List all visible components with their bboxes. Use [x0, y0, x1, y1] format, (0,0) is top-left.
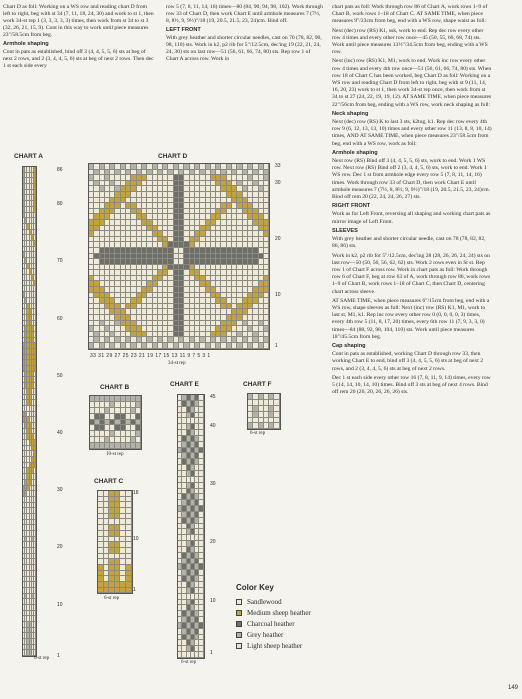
color-swatch [236, 610, 242, 616]
chart-c-repeat-label: 6-st rep [104, 596, 120, 601]
row-number: 70 [57, 258, 63, 265]
row-number: 45 [210, 394, 216, 400]
chart-f-label: CHART F [243, 381, 272, 388]
chart-b-label: CHART B [100, 384, 130, 391]
chart-a-grid [22, 166, 37, 657]
sleeves-heading: SLEEVES [332, 227, 358, 234]
row-number: 30 [210, 481, 216, 488]
chart-c-grid [97, 490, 133, 594]
color-key-label: Sandlewood [247, 597, 282, 606]
row-number: 33 [275, 163, 281, 169]
row-number: 20 [275, 236, 281, 243]
color-key [236, 583, 311, 651]
row-number: 1 [57, 653, 60, 659]
color-key-item [236, 607, 311, 618]
neck-shaping-heading: Neck shaping [332, 110, 369, 117]
chart-a-repeat-label: 6-st rep [34, 656, 50, 661]
color-key-label: Light sheep heather [247, 641, 303, 650]
armhole-shaping-heading: Armhole shaping [332, 149, 378, 156]
chart-d-repeat-label: 34-st rep [168, 361, 186, 366]
row-number: 20 [57, 544, 63, 551]
row-number: 10 [133, 535, 139, 542]
row-number: 10 [210, 597, 216, 604]
color-swatch [236, 632, 242, 638]
chart-a-label: CHART A [14, 153, 44, 160]
chart-d-label: CHART D [158, 153, 188, 160]
row-number: 40 [210, 423, 216, 430]
chart-cell [199, 652, 203, 658]
color-swatch [236, 599, 242, 605]
row-number: 60 [57, 315, 63, 322]
chart-d-grid [88, 163, 270, 350]
chart-f-grid [247, 393, 281, 430]
instructions-p4: Next (dec) row (RS) K to last 3 sts, k2tog, k1. Rep dec row every 4th row 9 (6, 12, 13, 13, 10) times and every other row 11 (13, 8, 8, 10, 14) times, AND AT SAME TIME, when piece measures 23"/58.5cm from beg, end with a WS row, work as foll: [332, 119, 492, 147]
armhole-heading: Armhole shaping [3, 41, 49, 47]
left-front-heading: LEFT FRONT [166, 27, 201, 33]
row-number: 30 [275, 179, 281, 186]
chart-b-grid [89, 395, 142, 450]
back-continued-text: row 5 (7, 8, 11, 14, 16) times—80 (84, 90, 94, 98, 102). Work through row 33 of Chart D, then work Chart E until armhole measures 7 (7½, 8, 8½, 9, 9½)"/18 (19, 20.5, 21.5, 23, 24)cm. Bind off. [166, 4, 323, 24]
row-number: 40 [57, 430, 63, 436]
color-key-item [236, 640, 311, 651]
instructions-p2: Next (dec) row (RS) K1, ssk, work to end. Rep dec row every other row 4 times and every other row once—45 (50, 55, 60, 68, 74) sts. Work until piece measures 13½"/34.5cm from beg, ending with a WS row. [332, 27, 488, 56]
row-number: 10 [57, 601, 63, 608]
chart-cell [126, 588, 132, 594]
row-number: 1 [210, 650, 213, 656]
chart-cell [274, 423, 279, 429]
row-number: 1 [133, 587, 136, 593]
row-number: 18 [133, 490, 139, 496]
left-front-text: With grey heather and shorter circular needles, cast on 70 (78, 82, 90, 98, 110) sts. Work in k2, p2 rib for 5"/12.5cm, dec'ing 19 (22, 21, 24, 24, 30) sts on last row—51 (56, 61, 66, 74, 80) sts. Rep row 1 of Chart A across row. Work in [166, 35, 322, 62]
instructions-p5: Next row (RS) Bind off 3 (4, 4, 5, 5, 6) sts, work to end. Work 1 WS row. Next row (RS) Bind off 2 (3, 4, 4, 5, 6) sts, work to end. Work 1 WS row. Dec 1 st from armhole edge every row 5 (7, 8, 11, 14, 16) times. Work through row 33 of Chart D, then work Chart E until armhole measures 7 (7½, 8, 8½, 9, 9½)"/18 (19, 20.5, 21.5, 23, 24)cm. Bind off rem 20 (22, 24, 24, 26, 27) sts. [332, 158, 490, 201]
right-front-heading: RIGHT FRONT [332, 203, 371, 210]
chart-d-stitch-numbers: 33 31 29 27 25 23 21 19 17 15 13 11 9 7 5 3 1 [90, 353, 211, 359]
chart-e-grid [177, 394, 205, 659]
chart-e-label: CHART E [170, 381, 199, 388]
row-number: 20 [210, 539, 216, 546]
instructions-p1: chart pats as foll: Work through row 86 of Chart A, work rows 1–9 of Chart B, work rows 1–18 of Chart C. AT SAME TIME, when piece measures 9"/23cm from beg, end with a WS row, shape waist as foll: [332, 4, 488, 25]
color-key-label: Grey heather [247, 630, 284, 639]
chart-d-intro: Chart D as foll: Working on a WS row and reading chart D from left to right, beg with st 34 (7, 11, 18, 24, 30) and work to st 1, then work 34-st rep 1 (3, 3, 3, 3, 3) times, then work from st 34 to st 3 (32, 26, 21, 15, 9). Cont in this way to work until piece measures 23"/58.5cm from beg. [3, 4, 154, 38]
instructions-p11: Dec 1 st each side every other row 16 (7, 8, 11, 9, 14) times, every row 5 (14, 14, 10, 14, 10) times. Bind off 3 sts at beg of next 4 rows. Bind off rem 20 (20, 20, 26, 26, 26) sts. [332, 374, 491, 396]
page-number: 149 [507, 685, 518, 691]
color-key-item [236, 596, 311, 607]
instructions-p3: Next (inc) row (RS) K1, M1, work to end. Work inc row every other row 4 times and every 4th row once—51 (56, 61, 66, 74, 80) sts. When row 18 of Chart C has been worked, beg Chart D as foll: Working on a WS row and reading Chart D from left to right, beg with st 9 (11, 14, 16, 20, 23) work to st 1, then work 34-st rep once, then work from st 34 to st 27 (24, 22, 19, 19, 12). AT SAME TIME, when piece measures 22"/56cm from beg, ending with a WS row, work neck shaping as foll: [332, 58, 492, 108]
chart-cell [136, 443, 141, 449]
row-number: 80 [57, 201, 63, 208]
row-number: 1 [275, 343, 278, 349]
right-text-column [332, 4, 492, 398]
instructions-p7: With grey heather and shorter circular needle, cast on 78 (78, 82, 82, 86, 86) sts. [332, 236, 486, 250]
chart-cell [264, 343, 269, 349]
cap-shaping-heading: Cap shaping [332, 342, 366, 349]
color-key-label: Charcoal heather [247, 619, 295, 628]
color-key-item [236, 629, 311, 640]
instructions-p10: Cont in pats as established, working Chart D through row 33, then working Chart E to end, bind off 3 (4, 4, 5, 5, 6) sts at beg of next 2 rows, and 2 (3, 4, 4, 5, 6) sts at beg of next 2 rows. [332, 351, 484, 372]
color-key-title: Color Key [236, 583, 274, 592]
chart-c-label: CHART C [94, 478, 124, 485]
row-number: 10 [275, 292, 281, 299]
chart-f-repeat-label: 6-st rep [250, 431, 266, 436]
instructions-p8: Work in k2, p2 rib for 5"/12.5cm, dec'ing 28 (28, 26, 26, 24, 24) sts on last row—50 (50, 56, 56, 62, 62) sts. Work 2 rows even in St st. Rep row 1 of Chart F across row. Work in chart pats as foll: Work through row 6 of Chart F, beg at row 63 of A, work through row 86, work rows 1–9 of Chart B, work rows 1–18 of Chart C, then Chart D, centering chart across sleeve. [332, 252, 491, 295]
armhole-text: Cont in pats as established, bind off 3 (4, 4, 5, 5, 6) sts at beg of next 2 rows, and 2 (3, 4, 4, 5, 6) sts at beg of next 2 rows. Then dec 1 st each side every [3, 49, 154, 69]
instructions-p6: Work as for Left Front, reversing all shaping and working chart pats as mirror image of Left Front. [332, 211, 491, 225]
row-number: 86 [57, 167, 63, 173]
color-swatch [236, 643, 242, 649]
row-number: 30 [57, 487, 63, 494]
left-text-column [3, 4, 155, 72]
instructions-p9: AT SAME TIME, when piece measures 6"/15cm from beg, end with a WS row, shape sleeves as foll: Next (inc) row (RS) K1, M1, work to last st, M1, k1. Rep inc row every other row 0 (0, 0, 0, 0, 3) times, every 4th row 5 (11, 8, 17, 20) times, every 6th row 11 (7, 9, 3, 3, 0) times—84 (88, 92, 98, 104, 110) sts. Work until piece measures 18"/45.5cm from beg. [332, 297, 490, 340]
chart-b-repeat-label: 10-st rep [106, 452, 124, 457]
color-key-label: Medium sheep heather [247, 608, 311, 617]
middle-text-column [166, 4, 324, 65]
row-number: 50 [57, 372, 63, 379]
chart-e-repeat-label: 6-st rep [181, 660, 197, 665]
color-key-item [236, 618, 311, 629]
color-swatch [236, 621, 242, 627]
